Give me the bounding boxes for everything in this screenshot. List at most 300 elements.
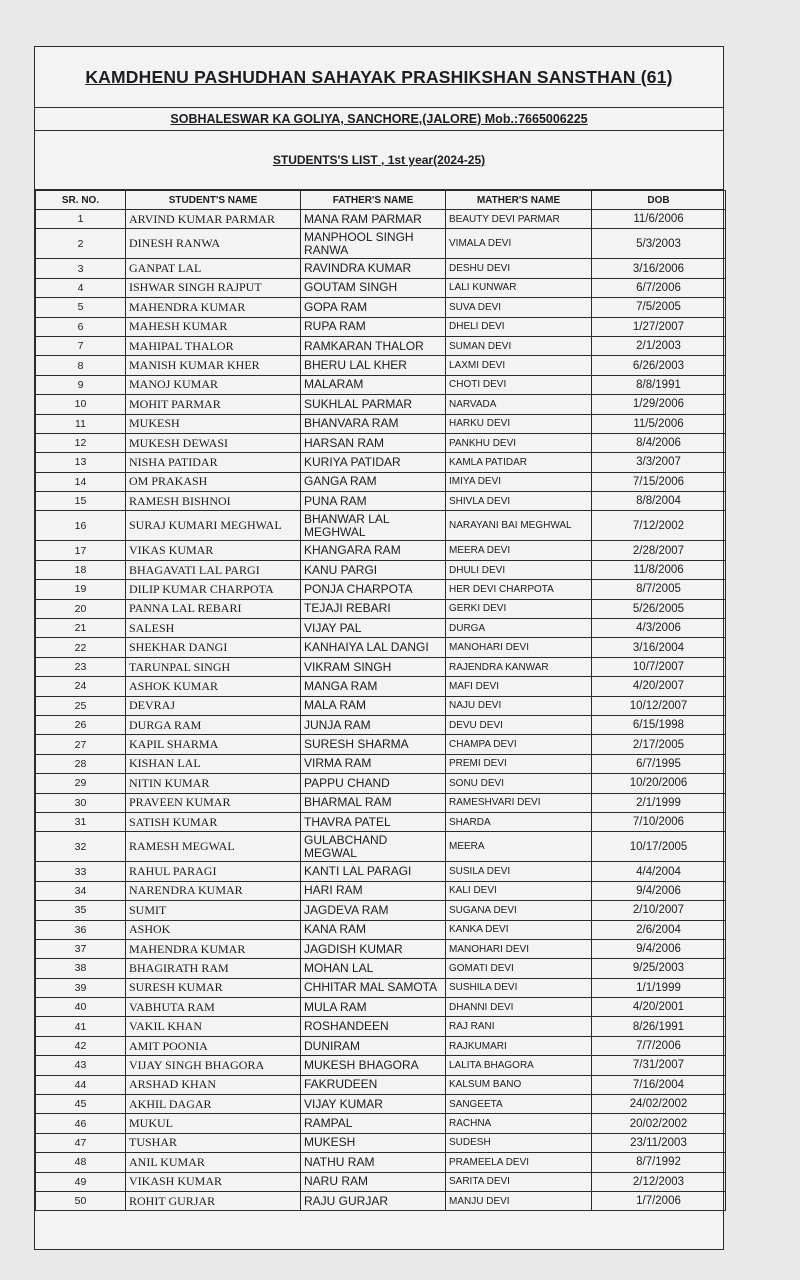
father-name-cell: SURESH SHARMA (301, 735, 446, 754)
student-name-cell: PRAVEEN KUMAR (126, 793, 301, 812)
table-row (36, 619, 726, 638)
sr-cell: 46 (36, 1114, 126, 1133)
sr-cell: 7 (36, 336, 126, 355)
student-name-cell: RAMESH MEGWAL (126, 832, 301, 862)
mother-name-cell: GERKI DEVI (446, 599, 592, 618)
student-name-cell: MUKESH DEWASI (126, 433, 301, 452)
table-row (36, 492, 726, 511)
father-name-cell: NATHU RAM (301, 1153, 446, 1172)
mother-name-cell: SARITA DEVI (446, 1172, 592, 1191)
table-row (36, 881, 726, 900)
father-name-cell: GANGA RAM (301, 472, 446, 491)
dob-cell: 9/4/2006 (592, 881, 726, 900)
table-row (36, 414, 726, 433)
father-name-cell: BHARMAL RAM (301, 793, 446, 812)
table-row (36, 472, 726, 491)
student-name-cell: ARVIND KUMAR PARMAR (126, 210, 301, 229)
sr-cell: 29 (36, 774, 126, 793)
sr-cell: 39 (36, 978, 126, 997)
table-row (36, 511, 726, 541)
dob-cell: 5/26/2005 (592, 599, 726, 618)
student-list-sheet (34, 46, 724, 1250)
dob-cell: 4/20/2001 (592, 998, 726, 1017)
father-name-cell: JAGDISH KUMAR (301, 939, 446, 958)
table-row (36, 395, 726, 414)
sr-cell: 12 (36, 433, 126, 452)
dob-cell: 7/15/2006 (592, 472, 726, 491)
mother-name-cell: KALSUM BANO (446, 1075, 592, 1094)
table-row (36, 210, 726, 229)
dob-cell: 8/7/2005 (592, 580, 726, 599)
mother-name-cell: KALI DEVI (446, 881, 592, 900)
mother-name-cell: IMIYA DEVI (446, 472, 592, 491)
dob-cell: 8/26/1991 (592, 1017, 726, 1036)
sr-cell: 8 (36, 356, 126, 375)
sr-cell: 5 (36, 298, 126, 317)
student-name-cell: AKHIL DAGAR (126, 1095, 301, 1114)
mother-name-cell: VIMALA DEVI (446, 229, 592, 259)
table-header-row (36, 191, 726, 210)
mother-name-cell: GOMATI DEVI (446, 959, 592, 978)
table-row (36, 754, 726, 773)
table-row (36, 1075, 726, 1094)
sr-cell: 41 (36, 1017, 126, 1036)
father-name-cell: HARSAN RAM (301, 433, 446, 452)
mother-name-cell: MAFI DEVI (446, 677, 592, 696)
student-name-cell: MAHIPAL THALOR (126, 336, 301, 355)
sr-cell: 34 (36, 881, 126, 900)
institute-title: KAMDHENU PASHUDHAN SAHAYAK PRASHIKSHAN SANSTHAN (61) (35, 47, 723, 108)
table-row (36, 812, 726, 831)
mother-name-cell: DESHU DEVI (446, 259, 592, 278)
dob-cell: 7/31/2007 (592, 1056, 726, 1075)
student-name-cell: VIJAY SINGH BHAGORA (126, 1056, 301, 1075)
table-row (36, 229, 726, 259)
student-name-cell: SUMIT (126, 901, 301, 920)
sr-cell: 44 (36, 1075, 126, 1094)
table-row (36, 862, 726, 881)
dob-cell: 9/4/2006 (592, 939, 726, 958)
sr-cell: 33 (36, 862, 126, 881)
sr-cell: 32 (36, 832, 126, 862)
table-row (36, 298, 726, 317)
dob-cell: 8/8/2004 (592, 492, 726, 511)
father-name-cell: MUKESH BHAGORA (301, 1056, 446, 1075)
father-name-cell: DUNIRAM (301, 1036, 446, 1055)
mother-name-cell: PANKHU DEVI (446, 433, 592, 452)
father-name-cell: GOPA RAM (301, 298, 446, 317)
table-row (36, 998, 726, 1017)
mother-name-cell: BEAUTY DEVI PARMAR (446, 210, 592, 229)
sr-cell: 38 (36, 959, 126, 978)
table-row (36, 1095, 726, 1114)
student-name-cell: TUSHAR (126, 1133, 301, 1152)
sr-cell: 28 (36, 754, 126, 773)
sr-cell: 23 (36, 657, 126, 676)
table-row (36, 1191, 726, 1210)
mother-name-cell: RAJENDRA KANWAR (446, 657, 592, 676)
sr-cell: 19 (36, 580, 126, 599)
student-name-cell: ANIL KUMAR (126, 1153, 301, 1172)
mother-name-cell: HARKU DEVI (446, 414, 592, 433)
dob-cell: 3/3/2007 (592, 453, 726, 472)
table-row (36, 657, 726, 676)
dob-cell: 6/7/2006 (592, 278, 726, 297)
dob-cell: 1/27/2007 (592, 317, 726, 336)
student-name-cell: AMIT POONIA (126, 1036, 301, 1055)
sr-cell: 16 (36, 511, 126, 541)
father-name-cell: MUKESH (301, 1133, 446, 1152)
sr-cell: 48 (36, 1153, 126, 1172)
father-name-cell: CHHITAR MAL SAMOTA (301, 978, 446, 997)
mother-name-cell: SUDESH (446, 1133, 592, 1152)
mother-name-cell: MEERA DEVI (446, 541, 592, 560)
table-row (36, 735, 726, 754)
col-sr-header: SR. NO. (36, 191, 126, 210)
sr-cell: 10 (36, 395, 126, 414)
table-row (36, 677, 726, 696)
sr-cell: 4 (36, 278, 126, 297)
table-row (36, 453, 726, 472)
dob-cell: 8/4/2006 (592, 433, 726, 452)
father-name-cell: MOHAN LAL (301, 959, 446, 978)
student-name-cell: MOHIT PARMAR (126, 395, 301, 414)
table-row (36, 959, 726, 978)
table-body (36, 210, 726, 1211)
student-name-cell: SHEKHAR DANGI (126, 638, 301, 657)
mother-name-cell: DHELI DEVI (446, 317, 592, 336)
mother-name-cell: RACHNA (446, 1114, 592, 1133)
sr-cell: 27 (36, 735, 126, 754)
mother-name-cell: HER DEVI CHARPOTA (446, 580, 592, 599)
student-name-cell: VIKASH KUMAR (126, 1172, 301, 1191)
dob-cell: 2/1/2003 (592, 336, 726, 355)
table-row (36, 901, 726, 920)
sr-cell: 47 (36, 1133, 126, 1152)
table-row (36, 375, 726, 394)
student-name-cell: MAHESH KUMAR (126, 317, 301, 336)
father-name-cell: RAMPAL (301, 1114, 446, 1133)
dob-cell: 23/11/2003 (592, 1133, 726, 1152)
father-name-cell: MALA RAM (301, 696, 446, 715)
sr-cell: 50 (36, 1191, 126, 1210)
table-row (36, 939, 726, 958)
table-row (36, 1172, 726, 1191)
dob-cell: 3/16/2004 (592, 638, 726, 657)
student-name-cell: MANOJ KUMAR (126, 375, 301, 394)
sr-cell: 37 (36, 939, 126, 958)
student-name-cell: VABHUTA RAM (126, 998, 301, 1017)
mother-name-cell: RAJ RANI (446, 1017, 592, 1036)
dob-cell: 11/5/2006 (592, 414, 726, 433)
sr-cell: 43 (36, 1056, 126, 1075)
sr-cell: 3 (36, 259, 126, 278)
table-row (36, 1133, 726, 1152)
student-name-cell: ROHIT GURJAR (126, 1191, 301, 1210)
sr-cell: 15 (36, 492, 126, 511)
dob-cell: 3/16/2006 (592, 259, 726, 278)
mother-name-cell: MANOHARI DEVI (446, 939, 592, 958)
father-name-cell: RUPA RAM (301, 317, 446, 336)
student-name-cell: ASHOK KUMAR (126, 677, 301, 696)
dob-cell: 5/3/2003 (592, 229, 726, 259)
mother-name-cell: SUMAN DEVI (446, 336, 592, 355)
sr-cell: 30 (36, 793, 126, 812)
table-row (36, 978, 726, 997)
table-row (36, 832, 726, 862)
father-name-cell: NARU RAM (301, 1172, 446, 1191)
father-name-cell: RAJU GURJAR (301, 1191, 446, 1210)
sr-cell: 1 (36, 210, 126, 229)
mother-name-cell: PRAMEELA DEVI (446, 1153, 592, 1172)
father-name-cell: MANPHOOL SINGH RANWA (301, 229, 446, 259)
mother-name-cell: RAJKUMARI (446, 1036, 592, 1055)
dob-cell: 7/7/2006 (592, 1036, 726, 1055)
student-name-cell: GANPAT LAL (126, 259, 301, 278)
father-name-cell: KHANGARA RAM (301, 541, 446, 560)
sr-cell: 21 (36, 619, 126, 638)
father-name-cell: ROSHANDEEN (301, 1017, 446, 1036)
mother-name-cell: NARAYANI BAI MEGHWAL (446, 511, 592, 541)
dob-cell: 2/17/2005 (592, 735, 726, 754)
dob-cell: 9/25/2003 (592, 959, 726, 978)
mother-name-cell: SHIVLA DEVI (446, 492, 592, 511)
sr-cell: 35 (36, 901, 126, 920)
student-name-cell: DINESH RANWA (126, 229, 301, 259)
sr-cell: 11 (36, 414, 126, 433)
father-name-cell: RAMKARAN THALOR (301, 336, 446, 355)
dob-cell: 2/28/2007 (592, 541, 726, 560)
table-row (36, 356, 726, 375)
dob-cell: 20/02/2002 (592, 1114, 726, 1133)
mother-name-cell: CHOTI DEVI (446, 375, 592, 394)
list-title: STUDENTS'S LIST , 1st year(2024-25) (35, 131, 723, 190)
dob-cell: 4/20/2007 (592, 677, 726, 696)
father-name-cell: THAVRA PATEL (301, 812, 446, 831)
dob-cell: 1/7/2006 (592, 1191, 726, 1210)
table-row (36, 920, 726, 939)
mother-name-cell: SONU DEVI (446, 774, 592, 793)
father-name-cell: HARI RAM (301, 881, 446, 900)
sr-cell: 40 (36, 998, 126, 1017)
student-name-cell: MUKESH (126, 414, 301, 433)
student-name-cell: MAHENDRA KUMAR (126, 939, 301, 958)
student-name-cell: DEVRAJ (126, 696, 301, 715)
dob-cell: 10/20/2006 (592, 774, 726, 793)
table-row (36, 638, 726, 657)
mother-name-cell: SUSHILA DEVI (446, 978, 592, 997)
father-name-cell: BHANVARA RAM (301, 414, 446, 433)
sr-cell: 9 (36, 375, 126, 394)
table-row (36, 1056, 726, 1075)
dob-cell: 7/16/2004 (592, 1075, 726, 1094)
father-name-cell: JAGDEVA RAM (301, 901, 446, 920)
table-row (36, 1017, 726, 1036)
student-name-cell: ASHOK (126, 920, 301, 939)
student-name-cell: MAHENDRA KUMAR (126, 298, 301, 317)
table-row (36, 560, 726, 579)
dob-cell: 10/17/2005 (592, 832, 726, 862)
table-row (36, 336, 726, 355)
dob-cell: 4/3/2006 (592, 619, 726, 638)
mother-name-cell: DHULI DEVI (446, 560, 592, 579)
col-mother-header: MATHER'S NAME (446, 191, 592, 210)
mother-name-cell: SUGANA DEVI (446, 901, 592, 920)
father-name-cell: GOUTAM SINGH (301, 278, 446, 297)
student-name-cell: NARENDRA KUMAR (126, 881, 301, 900)
student-name-cell: SATISH KUMAR (126, 812, 301, 831)
sr-cell: 18 (36, 560, 126, 579)
table-row (36, 715, 726, 734)
sr-cell: 45 (36, 1095, 126, 1114)
student-name-cell: NITIN KUMAR (126, 774, 301, 793)
student-name-cell: DILIP KUMAR CHARPOTA (126, 580, 301, 599)
student-name-cell: OM PRAKASH (126, 472, 301, 491)
table-row (36, 259, 726, 278)
father-name-cell: BHANWAR LAL MEGHWAL (301, 511, 446, 541)
dob-cell: 6/26/2003 (592, 356, 726, 375)
student-name-cell: BHAGAVATI LAL PARGI (126, 560, 301, 579)
dob-cell: 7/12/2002 (592, 511, 726, 541)
student-name-cell: PANNA LAL REBARI (126, 599, 301, 618)
student-name-cell: DURGA RAM (126, 715, 301, 734)
dob-cell: 8/7/1992 (592, 1153, 726, 1172)
dob-cell: 7/5/2005 (592, 298, 726, 317)
student-name-cell: SALESH (126, 619, 301, 638)
table-row (36, 278, 726, 297)
sr-cell: 42 (36, 1036, 126, 1055)
father-name-cell: VIKRAM SINGH (301, 657, 446, 676)
dob-cell: 6/7/1995 (592, 754, 726, 773)
mother-name-cell: KAMLA PATIDAR (446, 453, 592, 472)
mother-name-cell: MEERA (446, 832, 592, 862)
mother-name-cell: MANOHARI DEVI (446, 638, 592, 657)
father-name-cell: SUKHLAL PARMAR (301, 395, 446, 414)
dob-cell: 2/12/2003 (592, 1172, 726, 1191)
col-dob-header: DOB (592, 191, 726, 210)
sr-cell: 49 (36, 1172, 126, 1191)
sr-cell: 17 (36, 541, 126, 560)
mother-name-cell: MANJU DEVI (446, 1191, 592, 1210)
mother-name-cell: PREMI DEVI (446, 754, 592, 773)
father-name-cell: PONJA CHARPOTA (301, 580, 446, 599)
table-row (36, 580, 726, 599)
father-name-cell: MALARAM (301, 375, 446, 394)
sr-cell: 25 (36, 696, 126, 715)
table-row (36, 599, 726, 618)
mother-name-cell: LALITA BHAGORA (446, 1056, 592, 1075)
father-name-cell: TEJAJI REBARI (301, 599, 446, 618)
student-name-cell: NISHA PATIDAR (126, 453, 301, 472)
mother-name-cell: LAXMI DEVI (446, 356, 592, 375)
father-name-cell: KANA RAM (301, 920, 446, 939)
mother-name-cell: SUVA DEVI (446, 298, 592, 317)
mother-name-cell: SUSILA DEVI (446, 862, 592, 881)
sr-cell: 2 (36, 229, 126, 259)
table-row (36, 433, 726, 452)
mother-name-cell: SANGEETA (446, 1095, 592, 1114)
students-table (35, 190, 726, 1211)
mother-name-cell: DEVU DEVI (446, 715, 592, 734)
dob-cell: 4/4/2004 (592, 862, 726, 881)
sr-cell: 26 (36, 715, 126, 734)
father-name-cell: PAPPU CHAND (301, 774, 446, 793)
student-name-cell: BHAGIRATH RAM (126, 959, 301, 978)
student-name-cell: RAMESH BISHNOI (126, 492, 301, 511)
mother-name-cell: DHANNI DEVI (446, 998, 592, 1017)
student-name-cell: ISHWAR SINGH RAJPUT (126, 278, 301, 297)
student-name-cell: SURAJ KUMARI MEGHWAL (126, 511, 301, 541)
sr-cell: 36 (36, 920, 126, 939)
mother-name-cell: LALI KUNWAR (446, 278, 592, 297)
dob-cell: 8/8/1991 (592, 375, 726, 394)
sr-cell: 20 (36, 599, 126, 618)
father-name-cell: VIJAY KUMAR (301, 1095, 446, 1114)
father-name-cell: KANTI LAL PARAGI (301, 862, 446, 881)
table-row (36, 541, 726, 560)
student-name-cell: MANISH KUMAR KHER (126, 356, 301, 375)
mother-name-cell: NAJU DEVI (446, 696, 592, 715)
table-row (36, 317, 726, 336)
student-name-cell: MUKUL (126, 1114, 301, 1133)
sr-cell: 31 (36, 812, 126, 831)
col-student-header: STUDENT'S NAME (126, 191, 301, 210)
student-name-cell: KAPIL SHARMA (126, 735, 301, 754)
student-name-cell: TARUNPAL SINGH (126, 657, 301, 676)
mother-name-cell: DURGA (446, 619, 592, 638)
mother-name-cell: NARVADA (446, 395, 592, 414)
student-name-cell: ARSHAD KHAN (126, 1075, 301, 1094)
dob-cell: 1/29/2006 (592, 395, 726, 414)
student-name-cell: RAHUL PARAGI (126, 862, 301, 881)
sr-cell: 13 (36, 453, 126, 472)
table-row (36, 696, 726, 715)
sr-cell: 24 (36, 677, 126, 696)
mother-name-cell: CHAMPA DEVI (446, 735, 592, 754)
dob-cell: 2/6/2004 (592, 920, 726, 939)
sr-cell: 22 (36, 638, 126, 657)
dob-cell: 11/6/2006 (592, 210, 726, 229)
father-name-cell: VIJAY PAL (301, 619, 446, 638)
institute-address: SOBHALESWAR KA GOLIYA, SANCHORE,(JALORE) Mob.:7665006225 (35, 108, 723, 131)
dob-cell: 6/15/1998 (592, 715, 726, 734)
father-name-cell: MANGA RAM (301, 677, 446, 696)
father-name-cell: PUNA RAM (301, 492, 446, 511)
student-name-cell: SURESH KUMAR (126, 978, 301, 997)
dob-cell: 11/8/2006 (592, 560, 726, 579)
father-name-cell: MULA RAM (301, 998, 446, 1017)
dob-cell: 10/12/2007 (592, 696, 726, 715)
father-name-cell: KANHAIYA LAL DANGI (301, 638, 446, 657)
student-name-cell: VIKAS KUMAR (126, 541, 301, 560)
father-name-cell: RAVINDRA KUMAR (301, 259, 446, 278)
dob-cell: 2/10/2007 (592, 901, 726, 920)
father-name-cell: GULABCHAND MEGWAL (301, 832, 446, 862)
dob-cell: 2/1/1999 (592, 793, 726, 812)
mother-name-cell: KANKA DEVI (446, 920, 592, 939)
table-row (36, 1036, 726, 1055)
dob-cell: 24/02/2002 (592, 1095, 726, 1114)
father-name-cell: VIRMA RAM (301, 754, 446, 773)
father-name-cell: BHERU LAL KHER (301, 356, 446, 375)
table-row (36, 1153, 726, 1172)
dob-cell: 7/10/2006 (592, 812, 726, 831)
table-row (36, 793, 726, 812)
dob-cell: 1/1/1999 (592, 978, 726, 997)
father-name-cell: MANA RAM PARMAR (301, 210, 446, 229)
father-name-cell: KANU PARGI (301, 560, 446, 579)
col-father-header: FATHER'S NAME (301, 191, 446, 210)
